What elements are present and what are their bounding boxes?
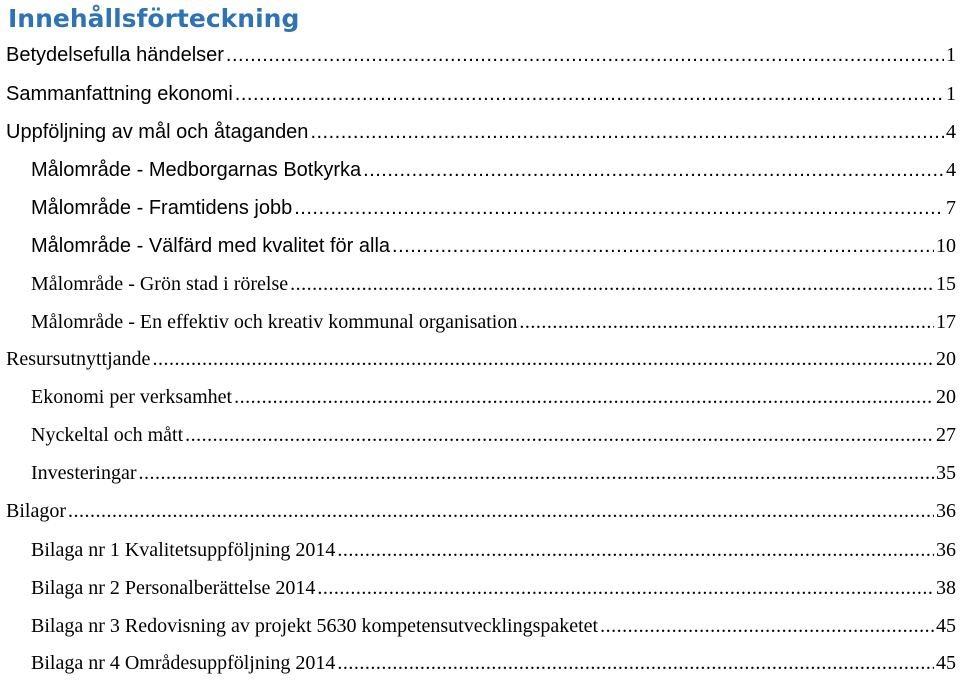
toc-page-number: 45 bbox=[936, 615, 956, 637]
toc-entry-text: Nyckeltal och mått bbox=[31, 424, 184, 446]
toc-dot-leader bbox=[363, 151, 944, 189]
toc-entry-betydelsefulla-handelser[interactable] bbox=[6, 36, 956, 74]
toc-dot-leader bbox=[185, 416, 934, 454]
toc-entry-text: Målområde - Grön stad i rörelse bbox=[31, 273, 289, 295]
toc-entry-effektiv-organisation[interactable] bbox=[31, 303, 956, 341]
toc-entry-resursutnyttjande[interactable] bbox=[6, 340, 956, 378]
toc-page-number: 27 bbox=[936, 424, 956, 446]
toc-dot-leader bbox=[290, 265, 934, 303]
toc-entry-framtidens-jobb[interactable] bbox=[31, 189, 956, 227]
toc-entry-text: Investeringar bbox=[31, 462, 137, 484]
toc-dot-leader bbox=[152, 340, 934, 378]
toc-entry-investeringar[interactable] bbox=[31, 454, 956, 492]
toc-entry-text: Målområde - Framtidens jobb bbox=[31, 197, 293, 219]
toc-entry-text: Bilaga nr 4 Områdesuppföljning 2014 bbox=[31, 652, 336, 674]
toc-entry-sammanfattning-ekonomi[interactable] bbox=[6, 75, 956, 113]
toc-entry-text: Bilaga nr 3 Redovisning av projekt 5630 kompetensutvecklingspaketet bbox=[31, 615, 599, 637]
toc-dot-leader bbox=[235, 75, 944, 113]
toc-entry-text: Ekonomi per verksamhet bbox=[31, 386, 233, 408]
toc-entry-text: Bilaga nr 1 Kvalitetsuppföljning 2014 bbox=[31, 539, 336, 561]
toc-dot-leader bbox=[226, 36, 944, 74]
toc-entry-text: Sammanfattning ekonomi bbox=[6, 83, 233, 105]
toc-entry-text: Bilagor bbox=[6, 500, 66, 522]
toc-page-number: 38 bbox=[936, 577, 956, 599]
toc-page-number: 15 bbox=[936, 273, 956, 295]
toc-page-number: 36 bbox=[936, 500, 956, 522]
toc-entry-bilaga-2[interactable] bbox=[31, 569, 956, 607]
toc-entry-medborgarnas-botkyrka[interactable] bbox=[31, 151, 956, 189]
toc-page-number: 17 bbox=[936, 311, 956, 333]
toc-dot-leader bbox=[317, 569, 934, 607]
toc-entry-bilaga-1[interactable] bbox=[31, 531, 956, 569]
toc-dot-leader bbox=[600, 607, 934, 645]
toc-entry-ekonomi-per-verksamhet[interactable] bbox=[31, 378, 956, 416]
toc-dot-leader bbox=[234, 378, 934, 416]
toc-entry-uppfoljning-mal[interactable] bbox=[6, 113, 956, 151]
toc-page-number: 7 bbox=[946, 197, 956, 219]
toc-entry-bilaga-4[interactable] bbox=[31, 644, 956, 682]
toc-page-number: 4 bbox=[946, 159, 956, 181]
toc-page-number: 20 bbox=[936, 386, 956, 408]
toc-dot-leader bbox=[68, 492, 934, 530]
toc-page-number: 4 bbox=[946, 121, 956, 143]
toc-page-number: 45 bbox=[936, 652, 956, 674]
toc-entry-text: Målområde - Medborgarnas Botkyrka bbox=[31, 159, 362, 181]
toc-page-number: 35 bbox=[936, 462, 956, 484]
toc-page-number: 1 bbox=[946, 44, 956, 66]
toc-page-number: 1 bbox=[946, 83, 956, 105]
toc-page-number: 20 bbox=[936, 348, 956, 370]
toc-dot-leader bbox=[392, 227, 934, 265]
toc-page-number: 36 bbox=[936, 539, 956, 561]
toc-entry-text: Betydelsefulla händelser bbox=[6, 44, 224, 66]
toc-entry-text: Resursutnyttjande bbox=[6, 348, 151, 370]
toc-entry-bilagor[interactable] bbox=[6, 492, 956, 530]
toc-entry-text: Uppföljning av mål och åtaganden bbox=[6, 121, 309, 143]
toc-entry-text: Målområde - En effektiv och kreativ kommunal organisation bbox=[31, 311, 518, 333]
toc-entry-text: Målområde - Välfärd med kvalitet för alla bbox=[31, 235, 391, 257]
toc-entry-bilaga-3[interactable] bbox=[31, 607, 956, 645]
toc-dot-leader bbox=[294, 189, 944, 227]
toc-title: Innehållsförteckning bbox=[8, 4, 300, 33]
toc-page-number: 10 bbox=[936, 235, 956, 257]
toc-entry-nyckeltal[interactable] bbox=[31, 416, 956, 454]
toc-dot-leader bbox=[337, 531, 934, 569]
toc-entry-gron-stad[interactable] bbox=[31, 265, 956, 303]
toc-dot-leader bbox=[139, 454, 934, 492]
toc-dot-leader bbox=[310, 113, 944, 151]
toc-dot-leader bbox=[519, 303, 934, 341]
toc-dot-leader bbox=[337, 644, 934, 682]
toc-entry-text: Bilaga nr 2 Personalberättelse 2014 bbox=[31, 577, 316, 599]
toc-entry-valfard-kvalitet[interactable] bbox=[31, 227, 956, 265]
